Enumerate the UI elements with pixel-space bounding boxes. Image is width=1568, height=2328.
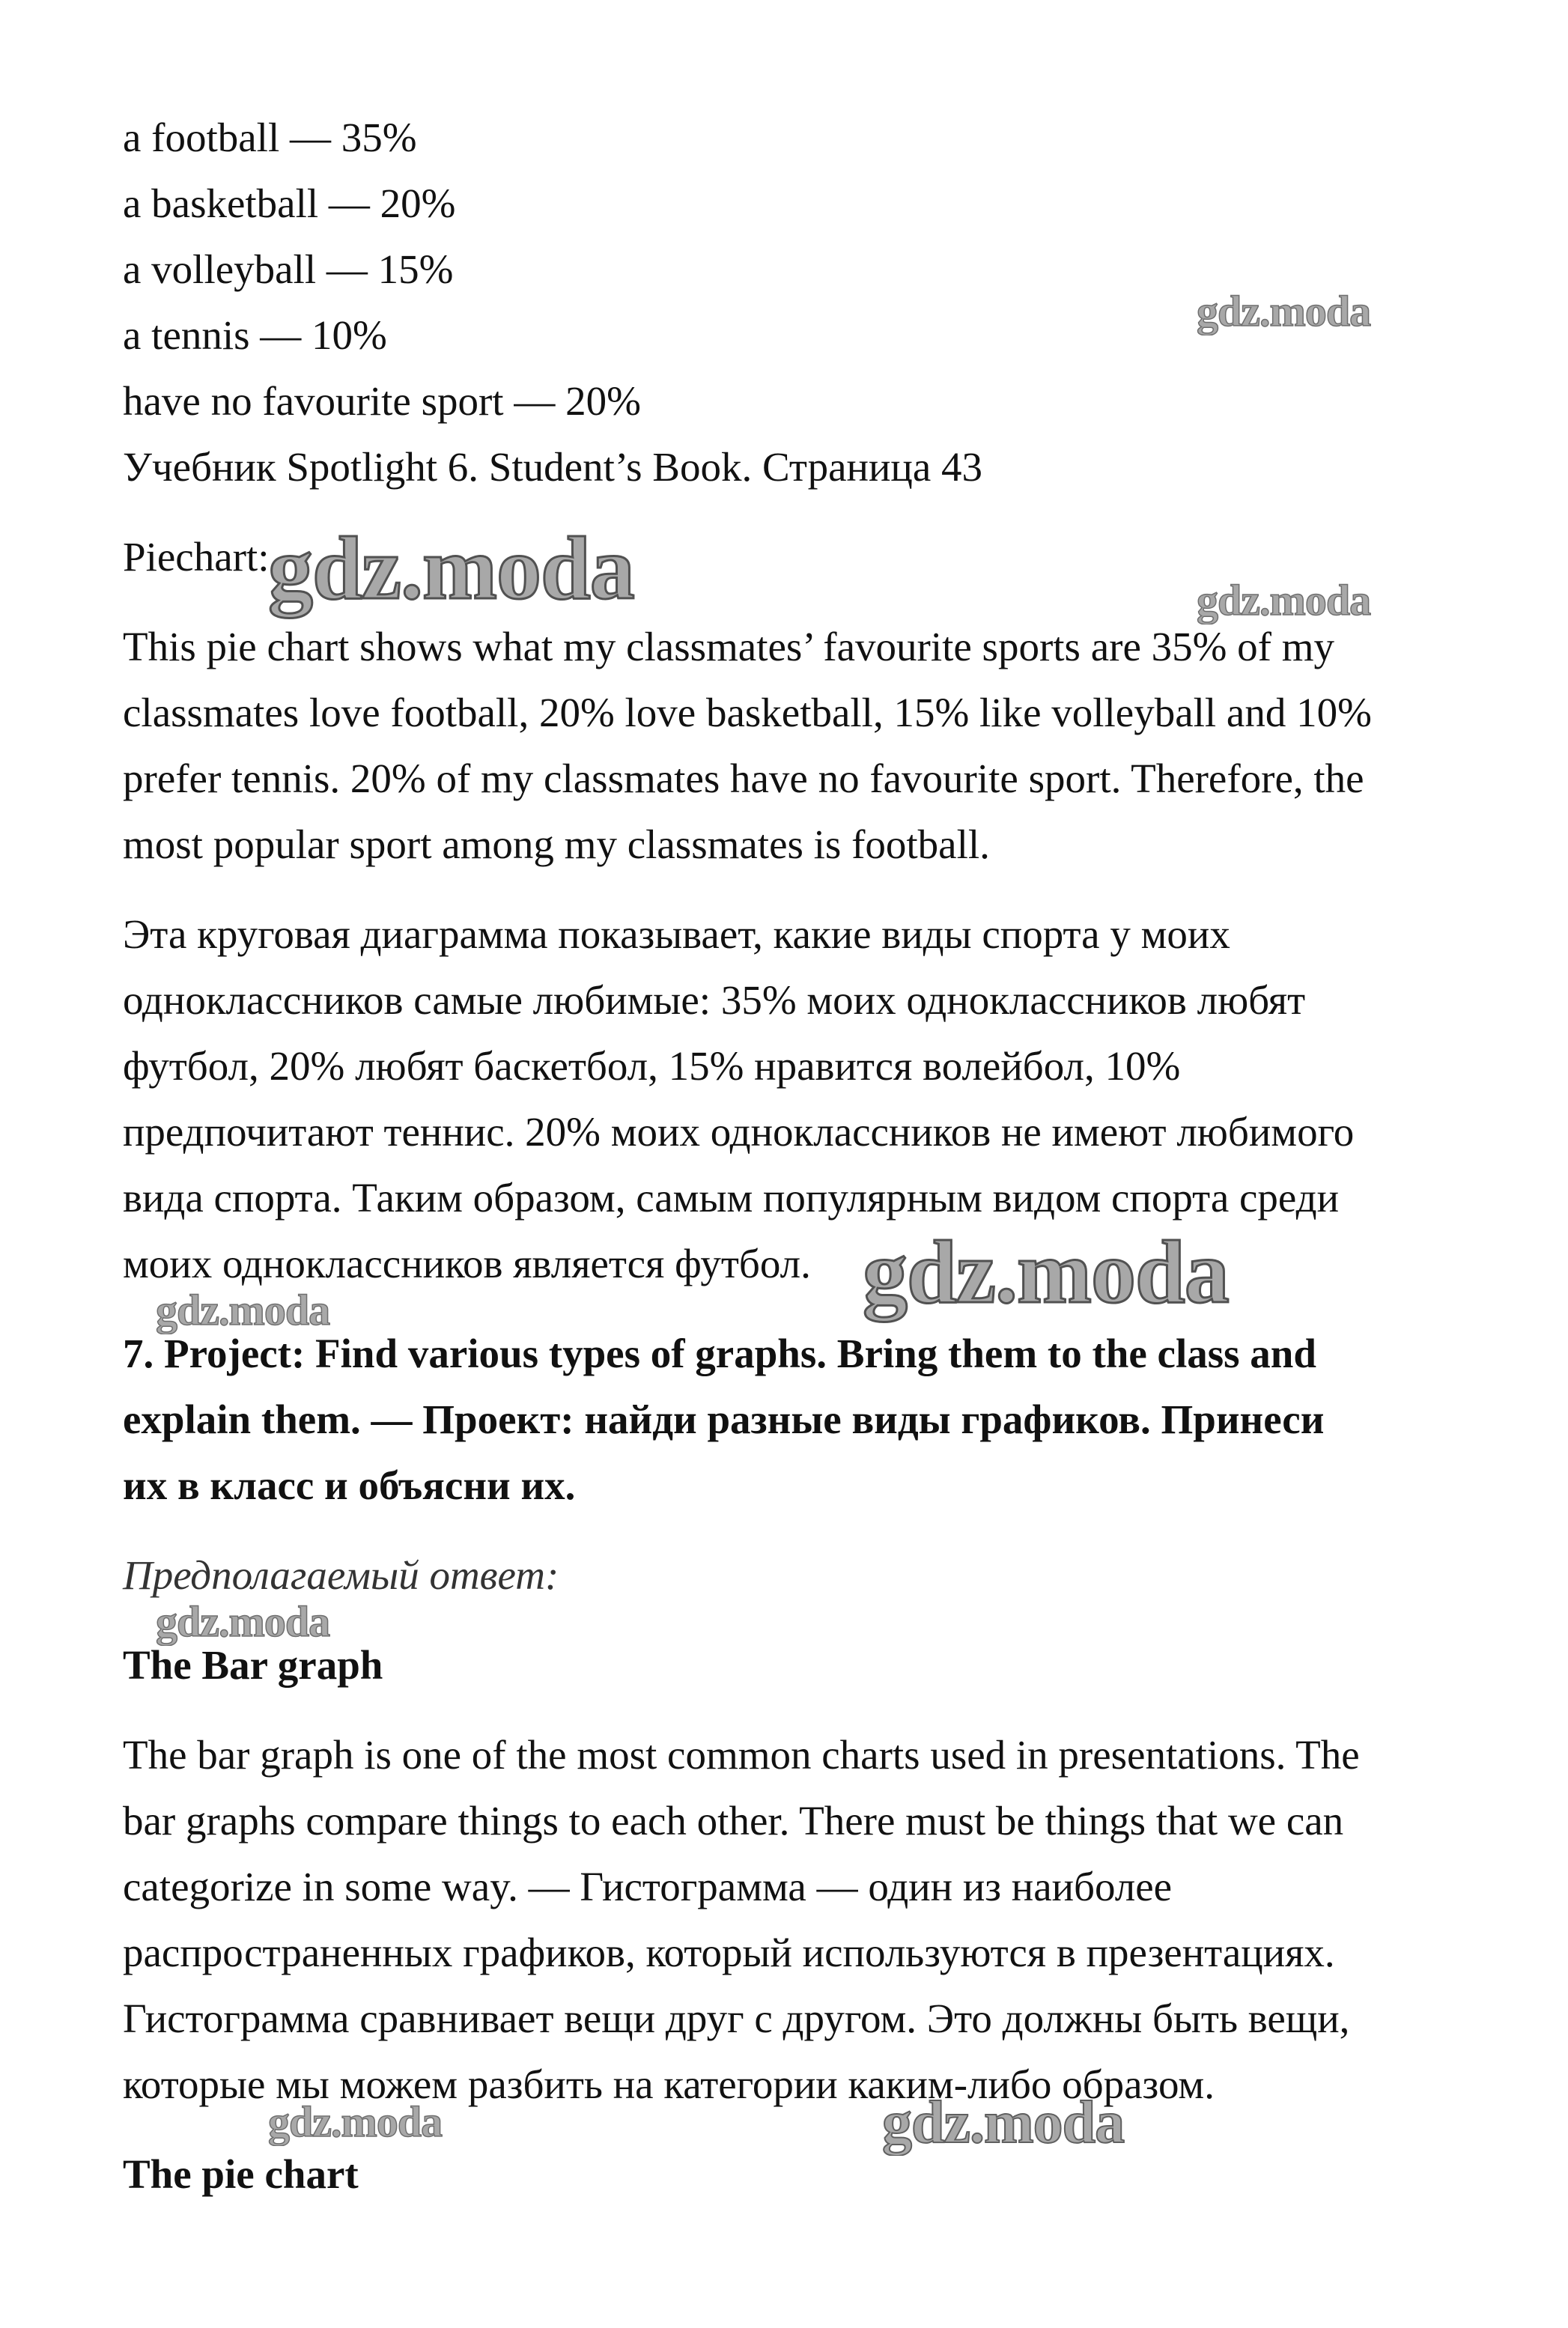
- survey-item: a football — 35%: [123, 115, 417, 160]
- bar-graph-paragraph-line: которые мы можем разбить на категории каким-либо образом.: [123, 2061, 1215, 2107]
- bar-graph-paragraph-line: Гистограмма сравнивает вещи друг с другом. Это должны быть вещи,: [123, 1996, 1350, 2041]
- survey-item: a tennis — 10%: [123, 312, 387, 358]
- bar-graph-paragraph-line: categorize in some way. — Гистограмма — один из наиболее: [123, 1864, 1173, 1909]
- watermark: gdz.moda: [156, 1286, 330, 1334]
- watermark: gdz.moda: [268, 518, 634, 618]
- english-paragraph-line: most popular sport among my classmates is football.: [123, 821, 990, 867]
- bar-graph-paragraph-line: bar graphs compare things to each other. There must be things that we can: [123, 1798, 1344, 1844]
- task-heading-line: их в класс и объясни их.: [123, 1462, 576, 1508]
- english-paragraph-line: classmates love football, 20% love basketball, 15% like volleyball and 10%: [123, 690, 1372, 735]
- source-line: Учебник Spotlight 6. Student’s Book. Страница 43: [123, 444, 983, 490]
- task-heading-line: explain them. — Проект: найди разные виды графиков. Принеси: [123, 1397, 1325, 1442]
- survey-item: a volleyball — 15%: [123, 246, 454, 292]
- watermark: gdz.moda: [1197, 287, 1371, 335]
- bar-graph-paragraph-line: распространенных графиков, который используются в презентациях.: [123, 1930, 1335, 1975]
- russian-paragraph-line: моих одноклассников является футбол.: [123, 1241, 811, 1286]
- watermark: gdz.moda: [882, 2090, 1125, 2156]
- watermark: gdz.moda: [268, 2097, 443, 2146]
- english-paragraph-line: This pie chart shows what my classmates’ favourite sports are 35% of my: [123, 624, 1335, 669]
- russian-paragraph-line: Эта круговая диаграмма показывает, какие виды спорта у моих: [123, 911, 1230, 957]
- bar-graph-paragraph-line: The bar graph is one of the most common charts used in presentations. The: [123, 1732, 1360, 1778]
- english-paragraph-line: prefer tennis. 20% of my classmates have no favourite sport. Therefore, the: [123, 756, 1364, 801]
- watermark: gdz.moda: [156, 1597, 330, 1646]
- suggested-answer-label: Предполагаемый ответ:: [123, 1552, 559, 1598]
- russian-paragraph-line: предпочитают теннис. 20% моих одноклассников не имеют любимого: [123, 1109, 1355, 1155]
- russian-paragraph-line: вида спорта. Таким образом, самым популярным видом спорта среди: [123, 1175, 1340, 1221]
- russian-paragraph-line: одноклассников самые любимые: 35% моих одноклассников любят: [123, 977, 1306, 1023]
- watermark: gdz.moda: [1197, 576, 1371, 624]
- piechart-label: Piechart:: [123, 534, 270, 580]
- task-heading-line: 7. Project: Find various types of graphs. Bring them to the class and: [123, 1331, 1316, 1376]
- survey-item: have no favourite sport — 20%: [123, 378, 641, 424]
- pie-chart-heading: The pie chart: [123, 2151, 359, 2197]
- survey-item: a basketball — 20%: [123, 180, 456, 226]
- watermark: gdz.moda: [863, 1222, 1229, 1322]
- bar-graph-heading: The Bar graph: [123, 1642, 383, 1688]
- russian-paragraph-line: футбол, 20% любят баскетбол, 15% нравится волейбол, 10%: [123, 1043, 1181, 1089]
